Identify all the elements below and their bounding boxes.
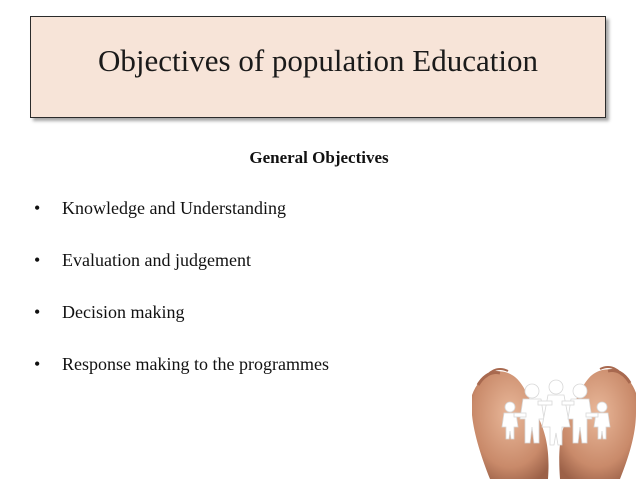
bullet-icon: • xyxy=(34,198,41,218)
slide-subtitle: General Objectives xyxy=(249,148,389,167)
list-item-text: Decision making xyxy=(62,302,185,322)
list-item xyxy=(34,250,329,302)
slide-title: Objectives of population Education xyxy=(98,43,538,78)
hands-holding-paper-family-icon xyxy=(470,355,638,479)
list-item-text: Response making to the programmes xyxy=(62,354,329,374)
bullet-icon: • xyxy=(34,354,41,374)
title-box xyxy=(30,16,606,118)
bullet-icon: • xyxy=(34,302,41,322)
objectives-list xyxy=(34,198,329,406)
list-item-text: Evaluation and judgement xyxy=(62,250,251,270)
bullet-icon: • xyxy=(34,250,41,270)
list-item-text: Knowledge and Understanding xyxy=(62,198,286,218)
list-item xyxy=(34,198,329,250)
list-item xyxy=(34,354,329,406)
list-item xyxy=(34,302,329,354)
